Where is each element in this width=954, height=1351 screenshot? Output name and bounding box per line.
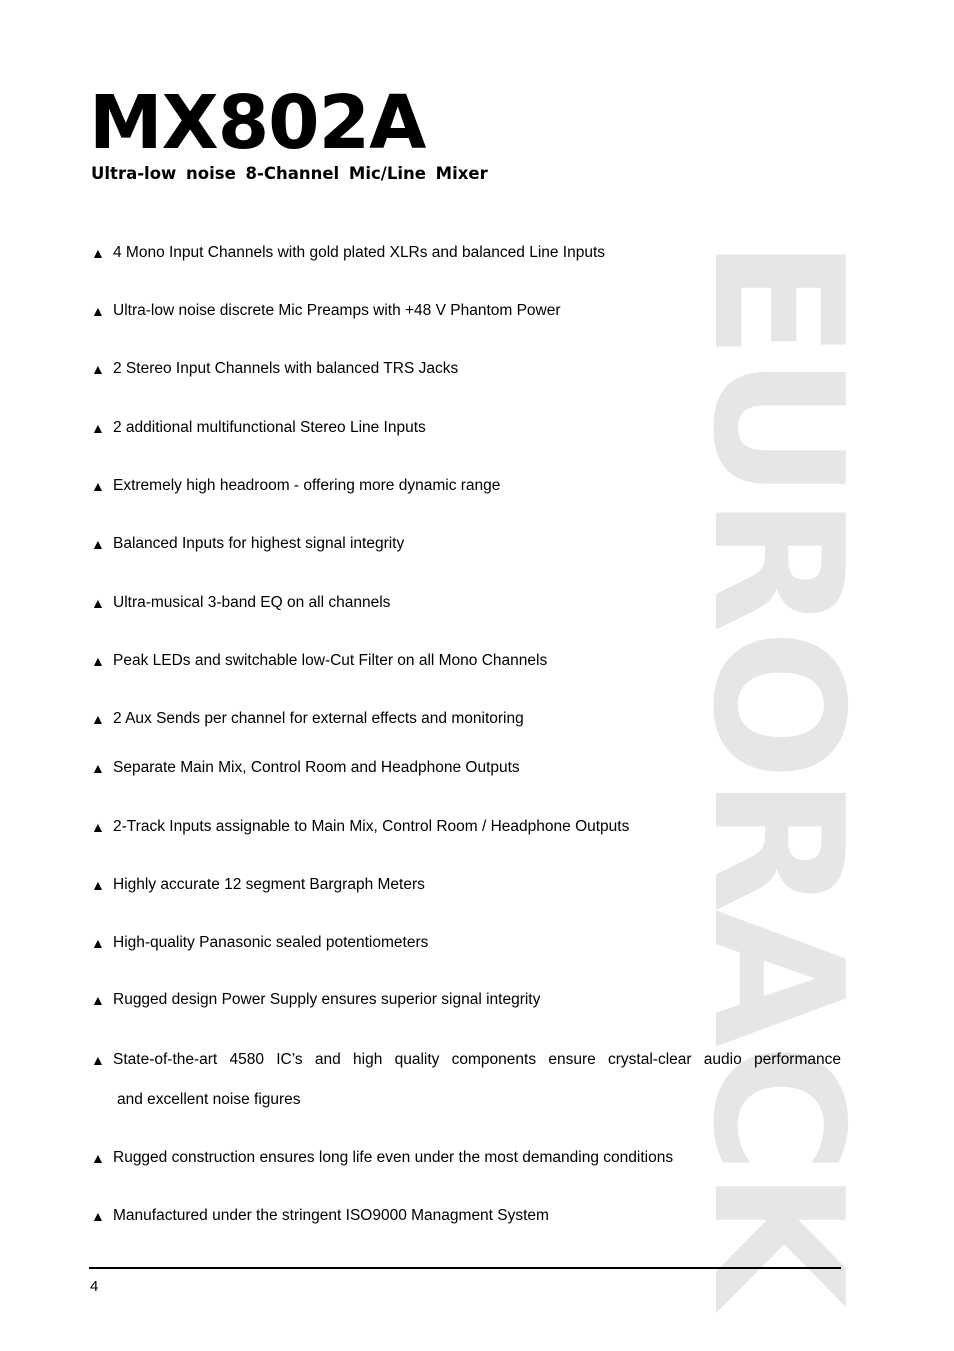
- feature-item: [91, 533, 841, 555]
- feature-item: [91, 300, 841, 322]
- triangle-bullet-icon: ▲: [91, 992, 105, 1008]
- feature-text: State-of-the-art 4580 IC’s and high quality components ensure crystal-clear audio performance: [113, 1051, 841, 1068]
- feature-text-continuation: and excellent noise figures: [117, 1091, 301, 1108]
- feature-item: [91, 757, 841, 779]
- feature-text: Ultra-low noise discrete Mic Preamps with +48 V Phantom Power: [113, 302, 561, 319]
- triangle-bullet-icon: ▲: [91, 653, 105, 669]
- triangle-bullet-icon: ▲: [91, 1208, 105, 1224]
- product-title: MX802A: [89, 80, 426, 166]
- feature-text: Extremely high headroom - offering more dynamic range: [113, 477, 501, 494]
- triangle-bullet-icon: ▲: [91, 420, 105, 436]
- footer-divider: [89, 1267, 841, 1269]
- feature-text: 4 Mono Input Channels with gold plated XLRs and balanced Line Inputs: [113, 244, 606, 261]
- triangle-bullet-icon: ▲: [91, 361, 105, 377]
- triangle-bullet-icon: ▲: [91, 819, 105, 835]
- feature-item: [91, 242, 841, 264]
- feature-item: [91, 475, 841, 497]
- feature-text: Ultra-musical 3-band EQ on all channels: [113, 594, 391, 611]
- feature-item: [91, 1147, 841, 1169]
- feature-text: 2 Aux Sends per channel for external effects and monitoring: [113, 710, 524, 727]
- feature-item: [91, 592, 841, 614]
- feature-item: [91, 708, 841, 730]
- product-subtitle: Ultra-low noise 8-Channel Mic/Line Mixer: [91, 164, 488, 183]
- triangle-bullet-icon: ▲: [91, 536, 105, 552]
- triangle-bullet-icon: ▲: [91, 595, 105, 611]
- feature-item: [91, 874, 841, 896]
- feature-item: [91, 1205, 841, 1227]
- triangle-bullet-icon: ▲: [91, 245, 105, 261]
- triangle-bullet-icon: ▲: [91, 303, 105, 319]
- feature-text: Peak LEDs and switchable low-Cut Filter on all Mono Channels: [113, 652, 548, 669]
- triangle-bullet-icon: ▲: [91, 877, 105, 893]
- feature-text: Separate Main Mix, Control Room and Headphone Outputs: [113, 759, 520, 776]
- feature-text: 2 additional multifunctional Stereo Line Inputs: [113, 419, 426, 436]
- triangle-bullet-icon: ▲: [91, 478, 105, 494]
- feature-item: [91, 417, 841, 439]
- triangle-bullet-icon: ▲: [91, 935, 105, 951]
- feature-text: Balanced Inputs for highest signal integrity: [113, 535, 405, 552]
- feature-item: [91, 816, 841, 838]
- triangle-bullet-icon: ▲: [91, 760, 105, 776]
- feature-item: [91, 932, 841, 954]
- feature-item: [91, 650, 841, 672]
- feature-text: 2-Track Inputs assignable to Main Mix, Control Room / Headphone Outputs: [113, 818, 630, 835]
- watermark-text: EURORACK: [674, 238, 881, 1304]
- feature-item: [91, 1049, 841, 1111]
- feature-text: 2 Stereo Input Channels with balanced TRS Jacks: [113, 360, 459, 377]
- page-number: 4: [90, 1278, 99, 1295]
- triangle-bullet-icon: ▲: [91, 711, 105, 727]
- feature-text: Rugged construction ensures long life even under the most demanding conditions: [113, 1149, 674, 1166]
- feature-text: High-quality Panasonic sealed potentiometers: [113, 934, 429, 951]
- feature-text: Highly accurate 12 segment Bargraph Meters: [113, 876, 425, 893]
- feature-item: [91, 989, 841, 1011]
- triangle-bullet-icon: ▲: [91, 1150, 105, 1166]
- triangle-bullet-icon: ▲: [91, 1052, 105, 1068]
- feature-text: Manufactured under the stringent ISO9000 Managment System: [113, 1207, 549, 1224]
- feature-text: Rugged design Power Supply ensures superior signal integrity: [113, 991, 541, 1008]
- feature-item: [91, 358, 841, 380]
